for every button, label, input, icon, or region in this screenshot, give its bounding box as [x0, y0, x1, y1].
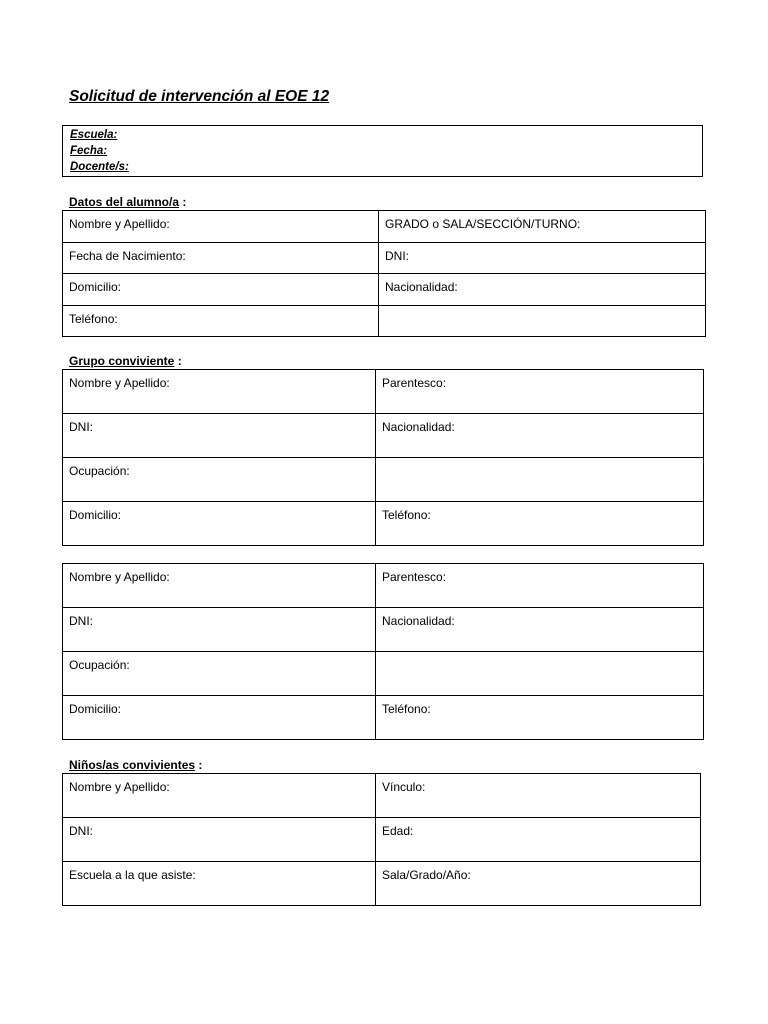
ninos-field-nombre[interactable]: Nombre y Apellido:: [63, 774, 376, 818]
alumno-section-label: Datos del alumno/a: [69, 195, 180, 209]
alumno-field-fecha-nacimiento[interactable]: Fecha de Nacimiento:: [63, 243, 379, 274]
page-title: Solicitud de intervención al EOE 12: [69, 88, 330, 105]
grupo1-field-telefono[interactable]: Teléfono:: [376, 502, 704, 546]
grupo-table-2: [62, 563, 704, 740]
grupo1-field-dni[interactable]: DNI:: [63, 414, 376, 458]
grupo-section-heading: [69, 354, 182, 368]
grupo-section-label: Grupo conviviente: [69, 354, 175, 368]
ninos-table: [62, 773, 701, 906]
ninos-field-sala-grado[interactable]: Sala/Grado/Año:: [376, 862, 701, 906]
alumno-field-grado[interactable]: GRADO o SALA/SECCIÓN/TURNO:: [379, 211, 706, 243]
grupo2-field-domicilio[interactable]: Domicilio:: [63, 696, 376, 740]
grupo2-field-nacionalidad[interactable]: Nacionalidad:: [376, 608, 704, 652]
grupo2-field-ocupacion[interactable]: Ocupación:: [63, 652, 376, 696]
school-info-box: [62, 125, 703, 177]
alumno-field-domicilio[interactable]: Domicilio:: [63, 274, 379, 306]
grupo1-field-empty[interactable]: [376, 458, 704, 502]
grupo2-field-parentesco[interactable]: Parentesco:: [376, 564, 704, 608]
ninos-field-escuela[interactable]: Escuela a la que asiste:: [63, 862, 376, 906]
grupo1-field-ocupacion[interactable]: Ocupación:: [63, 458, 376, 502]
grupo2-field-nombre[interactable]: Nombre y Apellido:: [63, 564, 376, 608]
grupo2-field-empty[interactable]: [376, 652, 704, 696]
grupo-table-1: [62, 369, 704, 546]
ninos-field-edad[interactable]: Edad:: [376, 818, 701, 862]
ninos-section-heading: [69, 758, 202, 772]
grupo2-field-telefono[interactable]: Teléfono:: [376, 696, 704, 740]
escuela-label: Escuela:: [70, 129, 118, 141]
ninos-field-vinculo[interactable]: Vínculo:: [376, 774, 701, 818]
alumno-section-colon: :: [179, 195, 187, 209]
ninos-section-colon: :: [195, 758, 203, 772]
grupo1-field-domicilio[interactable]: Domicilio:: [63, 502, 376, 546]
grupo1-field-nacionalidad[interactable]: Nacionalidad:: [376, 414, 704, 458]
docente-label: Docente/s:: [70, 161, 129, 173]
alumno-field-dni[interactable]: DNI:: [379, 243, 706, 274]
grupo2-field-dni[interactable]: DNI:: [63, 608, 376, 652]
ninos-field-dni[interactable]: DNI:: [63, 818, 376, 862]
grupo-section-colon: :: [174, 354, 182, 368]
alumno-table: [62, 210, 706, 337]
grupo1-field-nombre[interactable]: Nombre y Apellido:: [63, 370, 376, 414]
ninos-section-label: Niños/as convivientes: [69, 758, 196, 772]
alumno-section-heading: [69, 195, 186, 209]
fecha-label: Fecha:: [70, 145, 108, 157]
alumno-field-nombre[interactable]: Nombre y Apellido:: [63, 211, 379, 243]
alumno-field-nacionalidad[interactable]: Nacionalidad:: [379, 274, 706, 306]
alumno-field-telefono[interactable]: Teléfono:: [63, 306, 379, 337]
grupo1-field-parentesco[interactable]: Parentesco:: [376, 370, 704, 414]
alumno-field-empty[interactable]: [379, 306, 706, 337]
